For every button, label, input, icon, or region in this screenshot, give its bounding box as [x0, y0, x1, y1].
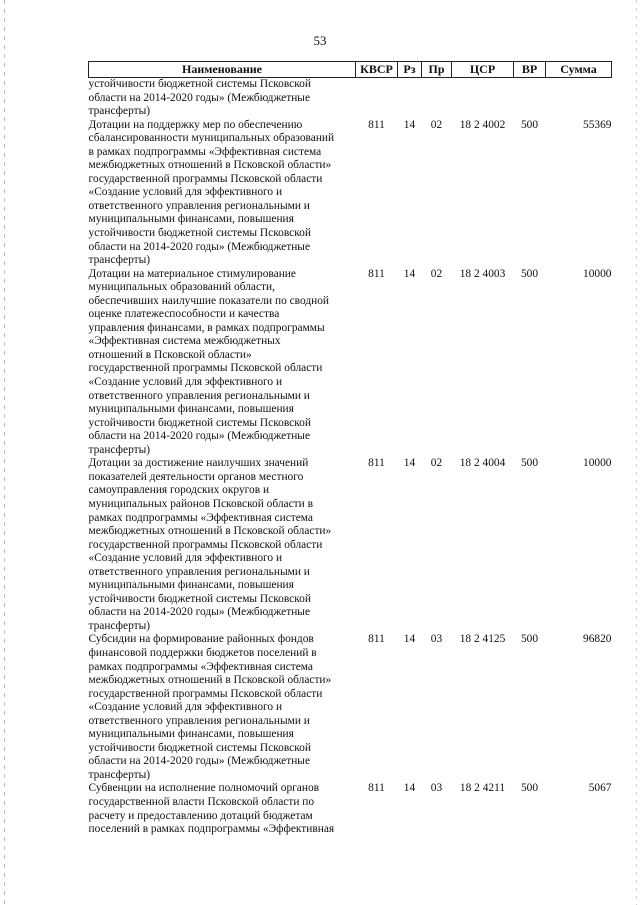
header-name: Наименование — [89, 62, 356, 78]
cell-name: Дотации за достижение наилучших значений показателей деятельности органов местного самоуправления городских округов и муниципальных районов Псковской области в рамках подпрограммы «Эффективная система межбюджетных отношений в Псковской области» государственной программы Псковской области «Создание условий для эффективного и ответственного управления региональными и муниципальными финансами, повышения устойчивости бюджетной системы Псковской области на 2014-2020 годы» (Межбюджетные трансферты) — [88, 457, 332, 632]
header-kvsr: КВСР — [356, 62, 398, 78]
cell-pr: 02 — [430, 457, 443, 470]
table-row — [89, 119, 612, 268]
table-row — [89, 78, 612, 119]
cell-csr: 18 2 4125 — [459, 633, 506, 646]
header-pr: Пр — [422, 62, 452, 78]
cell-csr: 18 2 4211 — [459, 782, 506, 795]
cell-kvsr: 811 — [368, 267, 385, 280]
cell-sum: 5067 — [588, 782, 612, 795]
cell-csr: 18 2 4004 — [459, 457, 506, 470]
cell-rz: 14 — [403, 118, 416, 131]
cell-rz: 14 — [403, 633, 416, 646]
table-row — [89, 457, 612, 633]
header-row — [89, 62, 612, 78]
table-row — [89, 782, 612, 836]
table-row — [89, 633, 612, 782]
cell-kvsr — [356, 78, 398, 119]
header-sum: Сумма — [546, 62, 612, 78]
cell-sum: 55369 — [583, 118, 612, 131]
cell-kvsr: 811 — [368, 457, 385, 470]
cell-pr: 02 — [430, 118, 443, 131]
header-rz: Рз — [398, 62, 422, 78]
cell-kvsr: 811 — [368, 118, 385, 131]
cell-rz: 14 — [403, 782, 416, 795]
scan-edge-right — [636, 0, 637, 905]
cell-sum: 10000 — [583, 267, 612, 280]
cell-pr: 03 — [430, 633, 443, 646]
cell-rz: 14 — [403, 457, 416, 470]
table-header — [89, 62, 612, 78]
header-csr: ЦСР — [452, 62, 514, 78]
cell-pr: 02 — [430, 267, 443, 280]
cell-sum: 96820 — [583, 633, 612, 646]
cell-vr: 500 — [520, 457, 539, 470]
cell-vr — [514, 78, 546, 119]
cell-kvsr: 811 — [368, 782, 385, 795]
cell-name: Дотации на поддержку мер по обеспечению сбалансированности муниципальных образований в рамках подпрограммы «Эффективная система межбюджетных отношений в Псковской области» государственной программы Псковской области «Создание условий для эффективного и ответственного управления региональными и муниципальными финансами, повышения устойчивости бюджетной системы Псковской области на 2014-2020 годы» (Межбюджетные трансферты) — [88, 118, 335, 267]
page-number: 53 — [313, 33, 327, 48]
cell-sum — [546, 78, 612, 119]
cell-name: Дотации на материальное стимулирование муниципальных образований области, обеспечивших наилучшие показатели по сводной оценке платежеспособности и качества управления финансами, в рамках подпрограммы «Эффективная система межбюджетных отношений в Псковской области» государственной программы Псковской области «Создание условий для эффективного и ответственного управления региональными и муниципальными финансами, повышения устойчивости бюджетной системы Псковской области на 2014-2020 годы» (Межбюджетные трансферты) — [88, 267, 330, 456]
cell-pr: 03 — [430, 782, 443, 795]
cell-sum: 10000 — [583, 457, 612, 470]
cell-pr — [422, 78, 452, 119]
cell-csr — [452, 78, 514, 119]
cell-name: Субвенции на исполнение полномочий органов государственной власти Псковской области по расчету и предоставлению дотаций бюджетам поселений в рамках подпрограммы «Эффективная — [88, 782, 335, 836]
cell-rz: 14 — [403, 267, 416, 280]
cell-vr: 500 — [520, 633, 539, 646]
cell-csr: 18 2 4002 — [459, 118, 506, 131]
table-body — [89, 78, 612, 837]
cell-csr: 18 2 4003 — [459, 267, 506, 280]
header-vr: ВР — [514, 62, 546, 78]
budget-table — [88, 61, 612, 837]
cell-name: устойчивости бюджетной системы Псковской области на 2014-2020 годы» (Межбюджетные трансферты) — [88, 78, 311, 118]
cell-vr: 500 — [520, 782, 539, 795]
cell-vr: 500 — [520, 267, 539, 280]
cell-name: Субсидии на формирование районных фондов финансовой поддержки бюджетов поселений в рамках подпрограммы «Эффективная система межбюджетных отношений в Псковской области» государственной программы Псковской области «Создание условий для эффективного и ответственного управления региональными и муниципальными финансами, повышения устойчивости бюджетной системы Псковской области на 2014-2020 годы» (Межбюджетные трансферты) — [88, 633, 332, 781]
table-row — [89, 268, 612, 458]
scan-edge-left — [4, 0, 5, 905]
cell-vr: 500 — [520, 118, 539, 131]
cell-kvsr: 811 — [368, 633, 385, 646]
cell-rz — [398, 78, 422, 119]
